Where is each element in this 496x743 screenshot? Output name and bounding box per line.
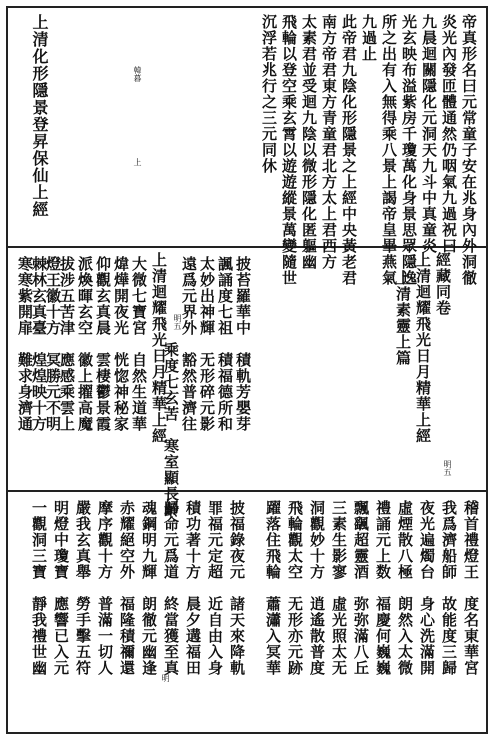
panel-middle: [6, 250, 488, 518]
verse-column: 積功著十方 晨夕遘福田: [184, 500, 202, 676]
verse-column: 寒寒紫開扉 難求身濟通: [16, 256, 34, 432]
panel-bottom: [6, 494, 488, 734]
verse-column: 披苔羅華中 積軌芳嬰芽: [234, 256, 252, 432]
text-column: 經藏同卷: [434, 252, 452, 316]
text-column: 太素君並受迴九陰以微形隱化匿軀幽: [300, 14, 318, 270]
section-mark: 明五: [173, 314, 182, 330]
verse-column: 一觀洞三寶 靜我禮世幽: [30, 500, 48, 676]
verse-column: 摩序觀十方 普滿一切人: [96, 500, 114, 676]
verse-column: 飄颻超靈酒 弥弥滿八丘: [352, 500, 370, 676]
text-column: 南方帝君東方青童君北方太上君西方: [320, 14, 338, 270]
verse-column: 夜光遍燭台 身心洗滿開: [418, 500, 436, 676]
verse-column: 洞觀妙十方 逍遙散普度: [308, 500, 326, 676]
verse-column: 乘度七玄苦 寒室顯長齡: [162, 342, 180, 518]
verse-column: 仰觀玄真晨 雲棲鬱景霞: [94, 256, 112, 432]
verse-column: 派煥暉玄空 徽上擢高魔: [76, 256, 94, 432]
text-column: 九晨迴關隱化元洞天九斗中真童炎: [420, 14, 438, 254]
marginal-note: 上: [133, 158, 142, 166]
verse-column: 魂鋼明九輝 朗徹元幽逢: [140, 500, 158, 676]
marginal-note: 明: [161, 674, 170, 682]
text-column: 九過止: [360, 14, 378, 62]
text-column: 光玄映布溢紫房千瓊萬化身景思眾隱逸: [400, 14, 418, 286]
verse-column: 大微七寶宮 自然生道華: [130, 256, 148, 432]
page-mark: 明五: [443, 460, 452, 476]
verse-column: 虛煙散八極 朗然入太微: [396, 500, 414, 676]
text-column: 上清迴耀飛光日月精華上經: [414, 252, 432, 444]
verse-column: 太妙出神輝 无形碎元影: [198, 256, 216, 432]
section-title: 上清迴耀飛光日月精華上經: [150, 252, 168, 444]
text-column: 上清素靈上篇: [394, 270, 412, 366]
marginal-note: 韓暮: [133, 66, 142, 82]
verse-column: 遠爲元界外 豁然普濟往: [180, 256, 198, 432]
verse-column: 嚴我玄真舉 勞手擊五符: [74, 500, 92, 676]
verse-column: 稽首禮燈王 度名東華宮: [462, 500, 480, 676]
verse-column: 明燈中瓊寶 應響已入元: [52, 500, 70, 676]
text-column: 飛輪以登空乘玄霄以遊遊縱景萬變隨世: [280, 14, 298, 286]
verse-column: 諷誦度七祖 積福德所和: [216, 256, 234, 432]
verse-column: 我爲濟船師 故能度三歸: [440, 500, 458, 676]
verse-column: 罪福元定超 近自由入身: [206, 500, 224, 676]
text-column: 沉浮若兆行之三元同休: [260, 14, 278, 174]
verse-column: 披福錄夜元 諸天來降軌: [228, 500, 246, 676]
text-column: 所之出有入無得乘八景上謁帝皇畢燕氣: [380, 14, 398, 286]
verse-column: 躍落住飛輪 蕭瀟入冥華: [264, 500, 282, 676]
scripture-title: 上清化形隱景登昇保仙上經: [30, 14, 49, 218]
verse-column: 飛輪觀太空 无形亦元跡: [286, 500, 304, 676]
text-column: 炎光內發匝體通然仍咽氣九過祝曰: [440, 14, 458, 254]
verse-column: 棘林玄真臺 煌煌映十方: [30, 256, 48, 432]
text-column: 帝真形名曰元常童子安在兆身內外洞徹: [460, 14, 478, 286]
verse-column: 三素生影寥 虛光照太无: [330, 500, 348, 676]
verse-column: 煒燁開夜光 恍惚神秘家: [112, 256, 130, 432]
verse-column: 拔涉五苦津 應感乘雲上: [58, 256, 76, 432]
verse-column: 禮誦元上数 福慶何巍巍: [374, 500, 392, 676]
verse-column: 燈王徽十方 冥勝元不明: [44, 256, 62, 432]
verse-column: 歸命元爲道 終當獲至真: [162, 500, 180, 676]
text-column: 此帝君九陰化形隱景之上經中央黃老君: [340, 14, 358, 286]
verse-column: 赤耀絕空外 福隆積禰還: [118, 500, 136, 676]
